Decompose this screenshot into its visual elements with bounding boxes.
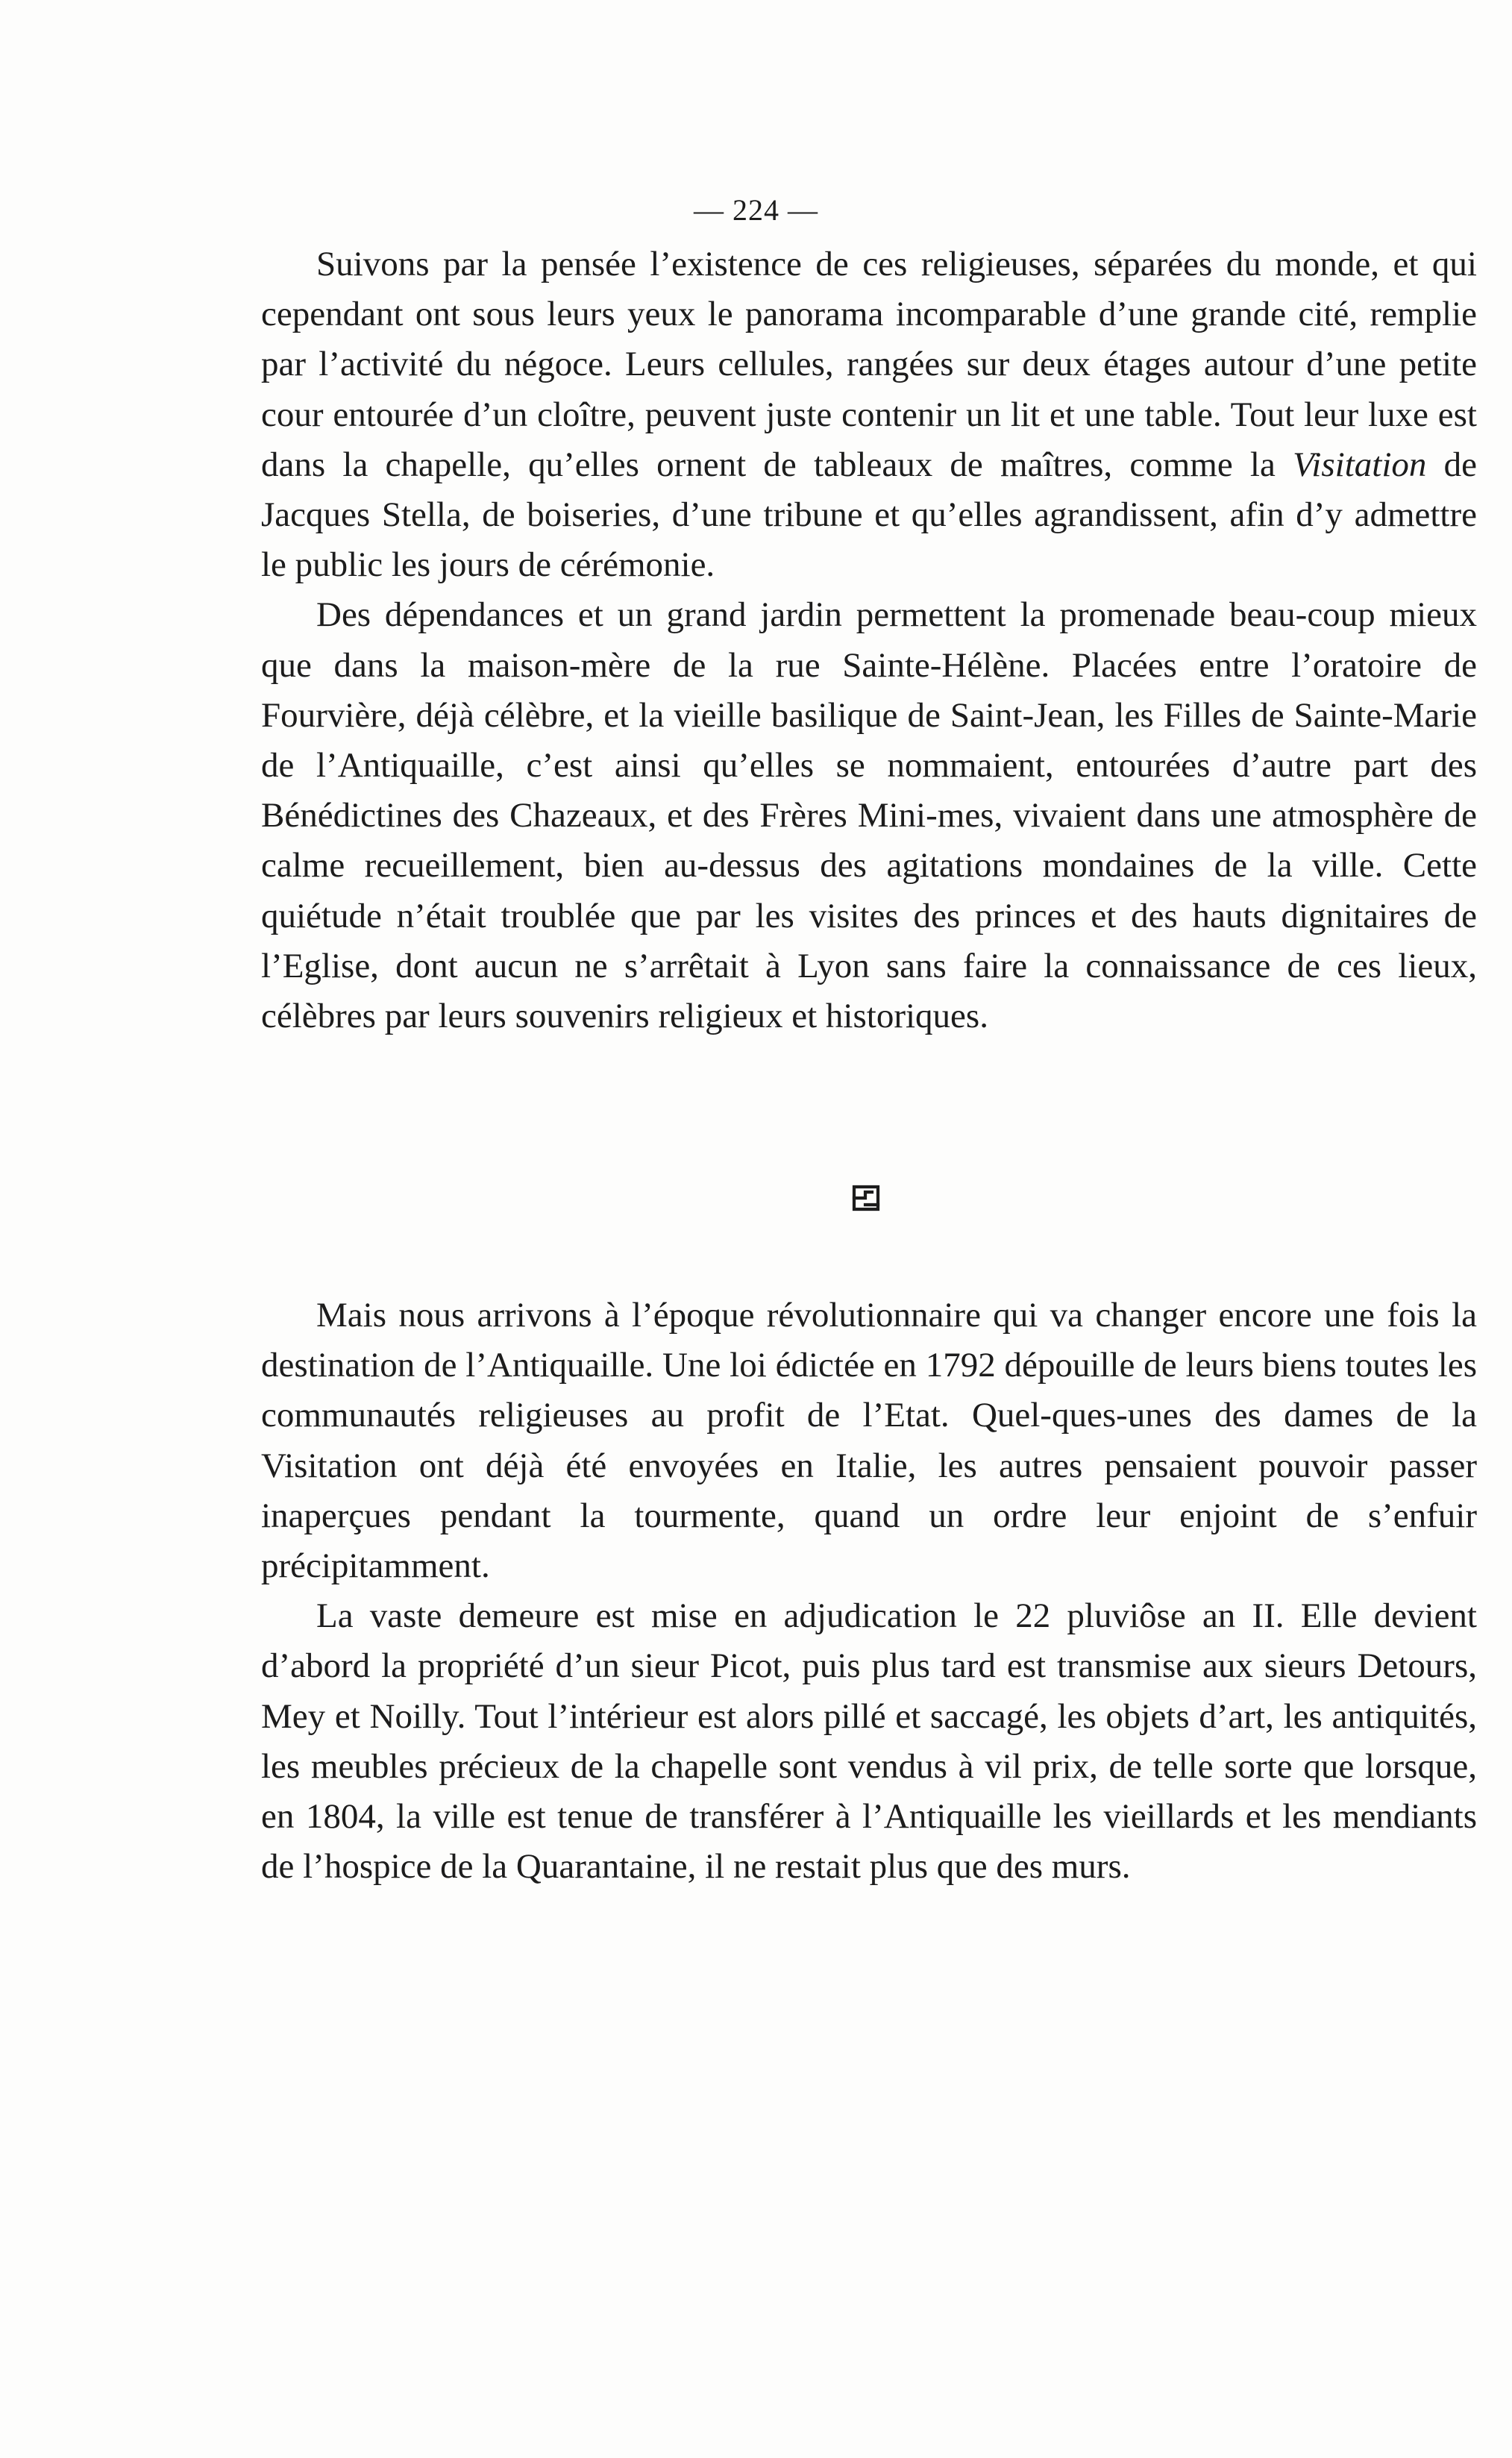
paragraph-chapel [261, 239, 1477, 590]
italic-artwork-title: Visitation [1293, 445, 1427, 484]
paragraph-revolution: Mais nous arrivons à l’époque révolutionnaire qui va changer encore une fois la destination de l’Antiquaille. Une loi édictée en 1792 dépouille de leurs biens toutes les communautés religieuses au profit de l’Etat. Quel-ques-unes des dames de la Visitation ont déjà été envoyées en Italie, les autres pensaient pouvoir passer inaperçues pendant la tourmente, quand un ordre leur enjoint de s’enfuir précipitamment. [261, 1296, 1477, 1586]
text-section-2 [261, 1291, 1477, 1892]
text-section-1 [261, 239, 1477, 1041]
paragraph-auction: La vaste demeure est mise en adjudication le 22 pluviôse an II. Elle devient d’abord la propriété d’un sieur Picot, puis plus tard est transmise aux sieurs Detours, Mey et Noilly. Tout l’intérieur est alors pillé et saccagé, les objets d’art, les antiquités, les meubles précieux de la chapelle sont vendus à vil prix, de telle sorte que lorsque, en 1804, la ville est tenue de transférer à l’Antiquaille les vieillards et les mendiants de l’hospice de la Quarantaine, il ne restait plus que des murs. [261, 1596, 1477, 1887]
paragraph-gardens: Des dépendances et un grand jardin permettent la promenade beau-coup mieux que dans la maison-mère de la rue Sainte-Hélène. Placées entre l’oratoire de Fourvière, déjà célèbre, et la vieille basilique de Saint-Jean, les Filles de Sainte-Marie de l’Antiquaille, c’est ainsi qu’elles se nommaient, entourées d’autre part des Bénédictines des Chazeaux, et des Frères Mini-mes, vivaient dans une atmosphère de calme recueillement, bien au-dessus des agitations mondaines de la ville. Cette quiétude n’était troublée que par les visites des princes et des hauts dignitaires de l’Eglise, dont aucun ne s’arrêtait à Lyon sans faire la connaissance de ces lieux, célèbres par leurs souvenirs religieux et historiques. [261, 595, 1477, 1036]
page-number: — 224 — [694, 193, 818, 227]
paragraph-chapel-text-start: Suivons par la pensée l’existence de ces religieuses, séparées du monde, et qui cependant ont sous leurs yeux le panorama incomparable d’une grande cité, remplie par l’activité du négoce. Leurs cellules, rangées sur deux étages autour d’une petite cour entourée d’un cloître, peuvent juste contenir un lit et une table. Tout leur luxe est dans la chapelle, qu’elles ornent de tableaux de maîtres, comme la [261, 245, 1477, 484]
paragraph-chapel-text-end: de Jacques Stella, de boiseries, d’une tribune et qu’elles agrandissent, afin d’y admettre le public les jours de cérémonie. [261, 445, 1477, 585]
greek-key-ornament-icon [852, 1185, 880, 1211]
